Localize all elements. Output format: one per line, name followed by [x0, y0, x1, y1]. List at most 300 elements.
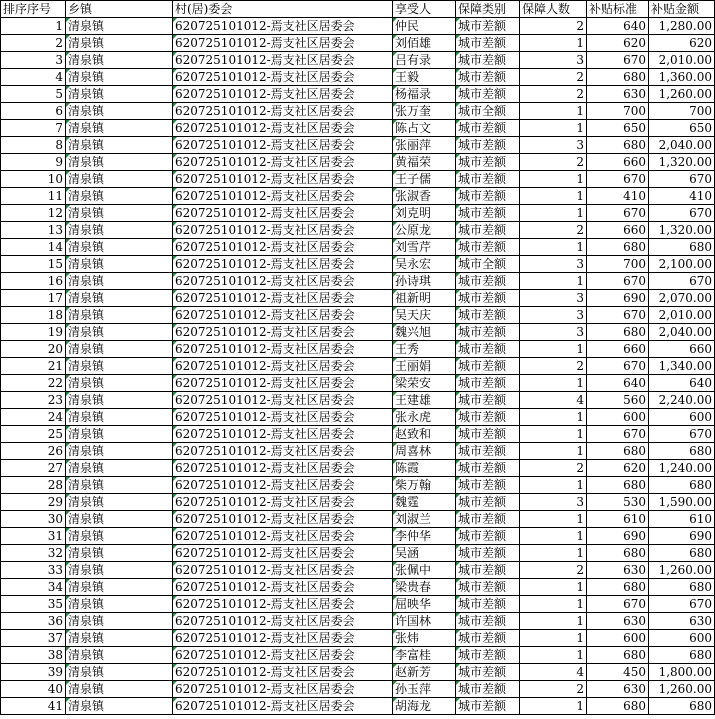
- cell-amount[interactable]: 640: [649, 375, 715, 392]
- cell-standard[interactable]: 680: [587, 137, 649, 154]
- cell-seq[interactable]: 7: [1, 120, 66, 137]
- cell-people[interactable]: 3: [520, 256, 587, 273]
- cell-standard[interactable]: 640: [587, 18, 649, 35]
- cell-town[interactable]: 清泉镇: [66, 630, 173, 647]
- cell-category[interactable]: 城市差额: [456, 205, 520, 222]
- cell-category[interactable]: 城市差额: [456, 426, 520, 443]
- cell-amount[interactable]: 1,320.00: [649, 222, 715, 239]
- cell-town[interactable]: 清泉镇: [66, 392, 173, 409]
- cell-seq[interactable]: 3: [1, 52, 66, 69]
- cell-category[interactable]: 城市差额: [456, 562, 520, 579]
- cell-people[interactable]: 3: [520, 494, 587, 511]
- cell-village[interactable]: 620725101012-焉支社区居委会: [173, 35, 393, 52]
- cell-seq[interactable]: 27: [1, 460, 66, 477]
- cell-people[interactable]: 2: [520, 460, 587, 477]
- cell-village[interactable]: 620725101012-焉支社区居委会: [173, 613, 393, 630]
- cell-people[interactable]: 3: [520, 52, 587, 69]
- cell-category[interactable]: 城市差额: [456, 545, 520, 562]
- cell-village[interactable]: 620725101012-焉支社区居委会: [173, 205, 393, 222]
- cell-village[interactable]: 620725101012-焉支社区居委会: [173, 477, 393, 494]
- cell-amount[interactable]: 1,260.00: [649, 681, 715, 698]
- cell-town[interactable]: 清泉镇: [66, 290, 173, 307]
- cell-seq[interactable]: 16: [1, 273, 66, 290]
- cell-people[interactable]: 1: [520, 409, 587, 426]
- cell-town[interactable]: 清泉镇: [66, 154, 173, 171]
- cell-people[interactable]: 2: [520, 358, 587, 375]
- cell-standard[interactable]: 670: [587, 52, 649, 69]
- cell-recipient[interactable]: 陈霞: [393, 460, 456, 477]
- cell-recipient[interactable]: 王秀: [393, 341, 456, 358]
- cell-people[interactable]: 3: [520, 290, 587, 307]
- cell-seq[interactable]: 33: [1, 562, 66, 579]
- cell-people[interactable]: 3: [520, 137, 587, 154]
- cell-town[interactable]: 清泉镇: [66, 596, 173, 613]
- cell-people[interactable]: 4: [520, 664, 587, 681]
- cell-amount[interactable]: 670: [649, 205, 715, 222]
- cell-standard[interactable]: 680: [587, 698, 649, 715]
- cell-standard[interactable]: 680: [587, 579, 649, 596]
- cell-seq[interactable]: 41: [1, 698, 66, 715]
- cell-recipient[interactable]: 赵致和: [393, 426, 456, 443]
- cell-people[interactable]: 1: [520, 171, 587, 188]
- cell-amount[interactable]: 2,010.00: [649, 52, 715, 69]
- cell-people[interactable]: 1: [520, 443, 587, 460]
- cell-recipient[interactable]: 陈占文: [393, 120, 456, 137]
- cell-category[interactable]: 城市差额: [456, 239, 520, 256]
- cell-category[interactable]: 城市差额: [456, 222, 520, 239]
- cell-amount[interactable]: 690: [649, 528, 715, 545]
- cell-standard[interactable]: 560: [587, 392, 649, 409]
- cell-village[interactable]: 620725101012-焉支社区居委会: [173, 137, 393, 154]
- cell-village[interactable]: 620725101012-焉支社区居委会: [173, 222, 393, 239]
- cell-seq[interactable]: 30: [1, 511, 66, 528]
- cell-people[interactable]: 2: [520, 222, 587, 239]
- cell-standard[interactable]: 620: [587, 35, 649, 52]
- cell-people[interactable]: 4: [520, 392, 587, 409]
- cell-town[interactable]: 清泉镇: [66, 409, 173, 426]
- cell-people[interactable]: 1: [520, 630, 587, 647]
- cell-recipient[interactable]: 仲民: [393, 18, 456, 35]
- cell-amount[interactable]: 680: [649, 579, 715, 596]
- cell-town[interactable]: 清泉镇: [66, 324, 173, 341]
- cell-seq[interactable]: 34: [1, 579, 66, 596]
- cell-seq[interactable]: 29: [1, 494, 66, 511]
- cell-village[interactable]: 620725101012-焉支社区居委会: [173, 562, 393, 579]
- cell-amount[interactable]: 680: [649, 647, 715, 664]
- cell-category[interactable]: 城市差额: [456, 528, 520, 545]
- cell-town[interactable]: 清泉镇: [66, 460, 173, 477]
- cell-village[interactable]: 620725101012-焉支社区居委会: [173, 681, 393, 698]
- cell-category[interactable]: 城市差额: [456, 154, 520, 171]
- cell-category[interactable]: 城市差额: [456, 273, 520, 290]
- cell-seq[interactable]: 25: [1, 426, 66, 443]
- cell-amount[interactable]: 670: [649, 171, 715, 188]
- cell-category[interactable]: 城市差额: [456, 596, 520, 613]
- cell-standard[interactable]: 680: [587, 647, 649, 664]
- cell-town[interactable]: 清泉镇: [66, 52, 173, 69]
- cell-category[interactable]: 城市差额: [456, 664, 520, 681]
- cell-category[interactable]: 城市差额: [456, 375, 520, 392]
- cell-recipient[interactable]: 魏兴旭: [393, 324, 456, 341]
- cell-seq[interactable]: 38: [1, 647, 66, 664]
- cell-recipient[interactable]: 张淑香: [393, 188, 456, 205]
- cell-category[interactable]: 城市差额: [456, 460, 520, 477]
- cell-village[interactable]: 620725101012-焉支社区居委会: [173, 528, 393, 545]
- cell-people[interactable]: 1: [520, 426, 587, 443]
- cell-seq[interactable]: 2: [1, 35, 66, 52]
- cell-town[interactable]: 清泉镇: [66, 477, 173, 494]
- cell-category[interactable]: 城市差额: [456, 324, 520, 341]
- cell-village[interactable]: 620725101012-焉支社区居委会: [173, 375, 393, 392]
- cell-amount[interactable]: 660: [649, 341, 715, 358]
- cell-town[interactable]: 清泉镇: [66, 273, 173, 290]
- cell-amount[interactable]: 670: [649, 596, 715, 613]
- cell-standard[interactable]: 640: [587, 375, 649, 392]
- cell-seq[interactable]: 39: [1, 664, 66, 681]
- cell-town[interactable]: 清泉镇: [66, 341, 173, 358]
- cell-standard[interactable]: 630: [587, 86, 649, 103]
- cell-standard[interactable]: 680: [587, 69, 649, 86]
- cell-amount[interactable]: 2,010.00: [649, 307, 715, 324]
- cell-town[interactable]: 清泉镇: [66, 613, 173, 630]
- cell-town[interactable]: 清泉镇: [66, 426, 173, 443]
- cell-town[interactable]: 清泉镇: [66, 698, 173, 715]
- cell-town[interactable]: 清泉镇: [66, 579, 173, 596]
- cell-village[interactable]: 620725101012-焉支社区居委会: [173, 341, 393, 358]
- cell-town[interactable]: 清泉镇: [66, 443, 173, 460]
- cell-village[interactable]: 620725101012-焉支社区居委会: [173, 596, 393, 613]
- cell-recipient[interactable]: 刘雪芹: [393, 239, 456, 256]
- cell-category[interactable]: 城市差额: [456, 477, 520, 494]
- cell-amount[interactable]: 2,070.00: [649, 290, 715, 307]
- cell-town[interactable]: 清泉镇: [66, 239, 173, 256]
- cell-people[interactable]: 3: [520, 307, 587, 324]
- cell-seq[interactable]: 8: [1, 137, 66, 154]
- cell-category[interactable]: 城市差额: [456, 613, 520, 630]
- cell-village[interactable]: 620725101012-焉支社区居委会: [173, 494, 393, 511]
- cell-standard[interactable]: 670: [587, 273, 649, 290]
- cell-standard[interactable]: 680: [587, 545, 649, 562]
- cell-recipient[interactable]: 李富桂: [393, 647, 456, 664]
- cell-standard[interactable]: 600: [587, 409, 649, 426]
- cell-seq[interactable]: 36: [1, 613, 66, 630]
- cell-town[interactable]: 清泉镇: [66, 35, 173, 52]
- cell-village[interactable]: 620725101012-焉支社区居委会: [173, 171, 393, 188]
- cell-recipient[interactable]: 吴永宏: [393, 256, 456, 273]
- cell-recipient[interactable]: 张永虎: [393, 409, 456, 426]
- cell-recipient[interactable]: 刘克明: [393, 205, 456, 222]
- cell-seq[interactable]: 1: [1, 18, 66, 35]
- cell-amount[interactable]: 1,320.00: [649, 154, 715, 171]
- cell-standard[interactable]: 660: [587, 341, 649, 358]
- cell-people[interactable]: 1: [520, 120, 587, 137]
- cell-village[interactable]: 620725101012-焉支社区居委会: [173, 290, 393, 307]
- cell-village[interactable]: 620725101012-焉支社区居委会: [173, 664, 393, 681]
- cell-town[interactable]: 清泉镇: [66, 562, 173, 579]
- cell-seq[interactable]: 23: [1, 392, 66, 409]
- cell-seq[interactable]: 24: [1, 409, 66, 426]
- cell-people[interactable]: 1: [520, 273, 587, 290]
- cell-category[interactable]: 城市全额: [456, 103, 520, 120]
- cell-recipient[interactable]: 赵新芳: [393, 664, 456, 681]
- cell-seq[interactable]: 14: [1, 239, 66, 256]
- cell-seq[interactable]: 40: [1, 681, 66, 698]
- cell-standard[interactable]: 630: [587, 681, 649, 698]
- cell-village[interactable]: 620725101012-焉支社区居委会: [173, 698, 393, 715]
- cell-category[interactable]: 城市差额: [456, 171, 520, 188]
- cell-amount[interactable]: 650: [649, 120, 715, 137]
- cell-people[interactable]: 1: [520, 528, 587, 545]
- cell-category[interactable]: 城市差额: [456, 120, 520, 137]
- header-cell-people[interactable]: 保障人数: [520, 1, 587, 18]
- cell-category[interactable]: 城市差额: [456, 52, 520, 69]
- cell-standard[interactable]: 660: [587, 154, 649, 171]
- cell-town[interactable]: 清泉镇: [66, 664, 173, 681]
- cell-people[interactable]: 3: [520, 324, 587, 341]
- cell-standard[interactable]: 700: [587, 256, 649, 273]
- cell-town[interactable]: 清泉镇: [66, 375, 173, 392]
- cell-recipient[interactable]: 张佩中: [393, 562, 456, 579]
- cell-village[interactable]: 620725101012-焉支社区居委会: [173, 256, 393, 273]
- cell-amount[interactable]: 680: [649, 698, 715, 715]
- cell-standard[interactable]: 630: [587, 562, 649, 579]
- cell-standard[interactable]: 620: [587, 460, 649, 477]
- cell-recipient[interactable]: 梁贵春: [393, 579, 456, 596]
- cell-recipient[interactable]: 周喜林: [393, 443, 456, 460]
- cell-recipient[interactable]: 屈映华: [393, 596, 456, 613]
- cell-village[interactable]: 620725101012-焉支社区居委会: [173, 52, 393, 69]
- cell-standard[interactable]: 680: [587, 239, 649, 256]
- cell-amount[interactable]: 620: [649, 35, 715, 52]
- cell-standard[interactable]: 660: [587, 222, 649, 239]
- cell-amount[interactable]: 630: [649, 613, 715, 630]
- cell-standard[interactable]: 670: [587, 307, 649, 324]
- cell-category[interactable]: 城市差额: [456, 698, 520, 715]
- cell-village[interactable]: 620725101012-焉支社区居委会: [173, 511, 393, 528]
- cell-seq[interactable]: 13: [1, 222, 66, 239]
- cell-seq[interactable]: 32: [1, 545, 66, 562]
- cell-village[interactable]: 620725101012-焉支社区居委会: [173, 86, 393, 103]
- cell-people[interactable]: 1: [520, 103, 587, 120]
- header-cell-village[interactable]: 村(居)委会: [173, 1, 393, 18]
- cell-recipient[interactable]: 吕有录: [393, 52, 456, 69]
- cell-village[interactable]: 620725101012-焉支社区居委会: [173, 426, 393, 443]
- cell-category[interactable]: 城市差额: [456, 511, 520, 528]
- header-cell-amount[interactable]: 补贴金额: [649, 1, 715, 18]
- cell-recipient[interactable]: 孙诗琪: [393, 273, 456, 290]
- cell-amount[interactable]: 680: [649, 477, 715, 494]
- cell-category[interactable]: 城市差额: [456, 681, 520, 698]
- header-cell-town[interactable]: 乡镇: [66, 1, 173, 18]
- cell-standard[interactable]: 680: [587, 324, 649, 341]
- cell-category[interactable]: 城市差额: [456, 137, 520, 154]
- cell-village[interactable]: 620725101012-焉支社区居委会: [173, 307, 393, 324]
- cell-recipient[interactable]: 孙玉萍: [393, 681, 456, 698]
- cell-category[interactable]: 城市差额: [456, 18, 520, 35]
- cell-town[interactable]: 清泉镇: [66, 69, 173, 86]
- cell-standard[interactable]: 700: [587, 103, 649, 120]
- cell-village[interactable]: 620725101012-焉支社区居委会: [173, 630, 393, 647]
- cell-recipient[interactable]: 刘佰雄: [393, 35, 456, 52]
- cell-people[interactable]: 2: [520, 86, 587, 103]
- cell-standard[interactable]: 610: [587, 511, 649, 528]
- cell-standard[interactable]: 680: [587, 477, 649, 494]
- cell-standard[interactable]: 530: [587, 494, 649, 511]
- cell-seq[interactable]: 28: [1, 477, 66, 494]
- cell-amount[interactable]: 2,040.00: [649, 324, 715, 341]
- cell-recipient[interactable]: 柴万翰: [393, 477, 456, 494]
- cell-category[interactable]: 城市差额: [456, 579, 520, 596]
- cell-standard[interactable]: 670: [587, 171, 649, 188]
- cell-amount[interactable]: 670: [649, 426, 715, 443]
- cell-village[interactable]: 620725101012-焉支社区居委会: [173, 324, 393, 341]
- cell-category[interactable]: 城市差额: [456, 35, 520, 52]
- cell-amount[interactable]: 1,280.00: [649, 18, 715, 35]
- cell-seq[interactable]: 21: [1, 358, 66, 375]
- cell-village[interactable]: 620725101012-焉支社区居委会: [173, 18, 393, 35]
- cell-people[interactable]: 1: [520, 375, 587, 392]
- cell-recipient[interactable]: 魏霆: [393, 494, 456, 511]
- cell-village[interactable]: 620725101012-焉支社区居委会: [173, 154, 393, 171]
- cell-amount[interactable]: 410: [649, 188, 715, 205]
- cell-people[interactable]: 1: [520, 188, 587, 205]
- cell-town[interactable]: 清泉镇: [66, 681, 173, 698]
- cell-category[interactable]: 城市差额: [456, 494, 520, 511]
- cell-recipient[interactable]: 王建雄: [393, 392, 456, 409]
- cell-recipient[interactable]: 公原龙: [393, 222, 456, 239]
- cell-standard[interactable]: 690: [587, 528, 649, 545]
- cell-amount[interactable]: 670: [649, 273, 715, 290]
- cell-category[interactable]: 城市差额: [456, 443, 520, 460]
- cell-category[interactable]: 城市差额: [456, 307, 520, 324]
- cell-town[interactable]: 清泉镇: [66, 307, 173, 324]
- cell-town[interactable]: 清泉镇: [66, 528, 173, 545]
- cell-seq[interactable]: 26: [1, 443, 66, 460]
- cell-people[interactable]: 2: [520, 69, 587, 86]
- cell-recipient[interactable]: 许国林: [393, 613, 456, 630]
- cell-seq[interactable]: 20: [1, 341, 66, 358]
- cell-town[interactable]: 清泉镇: [66, 205, 173, 222]
- cell-people[interactable]: 1: [520, 477, 587, 494]
- cell-people[interactable]: 2: [520, 562, 587, 579]
- cell-village[interactable]: 620725101012-焉支社区居委会: [173, 392, 393, 409]
- cell-town[interactable]: 清泉镇: [66, 256, 173, 273]
- header-cell-standard[interactable]: 补贴标准: [587, 1, 649, 18]
- cell-standard[interactable]: 600: [587, 630, 649, 647]
- cell-standard[interactable]: 680: [587, 443, 649, 460]
- cell-recipient[interactable]: 王子儒: [393, 171, 456, 188]
- cell-seq[interactable]: 35: [1, 596, 66, 613]
- cell-village[interactable]: 620725101012-焉支社区居委会: [173, 460, 393, 477]
- cell-amount[interactable]: 610: [649, 511, 715, 528]
- cell-seq[interactable]: 5: [1, 86, 66, 103]
- cell-town[interactable]: 清泉镇: [66, 647, 173, 664]
- cell-people[interactable]: 1: [520, 647, 587, 664]
- cell-amount[interactable]: 1,590.00: [649, 494, 715, 511]
- cell-seq[interactable]: 17: [1, 290, 66, 307]
- cell-seq[interactable]: 6: [1, 103, 66, 120]
- cell-recipient[interactable]: 张炜: [393, 630, 456, 647]
- cell-people[interactable]: 1: [520, 511, 587, 528]
- cell-standard[interactable]: 450: [587, 664, 649, 681]
- cell-seq[interactable]: 9: [1, 154, 66, 171]
- cell-standard[interactable]: 670: [587, 596, 649, 613]
- cell-people[interactable]: 2: [520, 18, 587, 35]
- cell-standard[interactable]: 670: [587, 426, 649, 443]
- cell-people[interactable]: 1: [520, 205, 587, 222]
- cell-village[interactable]: 620725101012-焉支社区居委会: [173, 120, 393, 137]
- cell-village[interactable]: 620725101012-焉支社区居委会: [173, 188, 393, 205]
- cell-town[interactable]: 清泉镇: [66, 103, 173, 120]
- cell-category[interactable]: 城市差额: [456, 630, 520, 647]
- cell-category[interactable]: 城市差额: [456, 86, 520, 103]
- cell-amount[interactable]: 1,240.00: [649, 460, 715, 477]
- cell-village[interactable]: 620725101012-焉支社区居委会: [173, 239, 393, 256]
- cell-town[interactable]: 清泉镇: [66, 188, 173, 205]
- cell-amount[interactable]: 2,100.00: [649, 256, 715, 273]
- cell-village[interactable]: 620725101012-焉支社区居委会: [173, 545, 393, 562]
- cell-town[interactable]: 清泉镇: [66, 358, 173, 375]
- cell-people[interactable]: 1: [520, 596, 587, 613]
- cell-village[interactable]: 620725101012-焉支社区居委会: [173, 443, 393, 460]
- cell-people[interactable]: 1: [520, 545, 587, 562]
- cell-recipient[interactable]: 杨福录: [393, 86, 456, 103]
- cell-amount[interactable]: 600: [649, 409, 715, 426]
- cell-town[interactable]: 清泉镇: [66, 545, 173, 562]
- cell-village[interactable]: 620725101012-焉支社区居委会: [173, 647, 393, 664]
- cell-amount[interactable]: 680: [649, 545, 715, 562]
- cell-people[interactable]: 1: [520, 613, 587, 630]
- cell-standard[interactable]: 410: [587, 188, 649, 205]
- cell-category[interactable]: 城市差额: [456, 409, 520, 426]
- cell-people[interactable]: 1: [520, 579, 587, 596]
- cell-recipient[interactable]: 王丽娟: [393, 358, 456, 375]
- cell-recipient[interactable]: 胡海龙: [393, 698, 456, 715]
- cell-people[interactable]: 1: [520, 35, 587, 52]
- cell-standard[interactable]: 690: [587, 290, 649, 307]
- cell-category[interactable]: 城市差额: [456, 358, 520, 375]
- cell-village[interactable]: 620725101012-焉支社区居委会: [173, 409, 393, 426]
- cell-seq[interactable]: 18: [1, 307, 66, 324]
- cell-people[interactable]: 2: [520, 154, 587, 171]
- cell-recipient[interactable]: 祖新明: [393, 290, 456, 307]
- cell-seq[interactable]: 4: [1, 69, 66, 86]
- cell-people[interactable]: 1: [520, 239, 587, 256]
- cell-seq[interactable]: 37: [1, 630, 66, 647]
- cell-category[interactable]: 城市差额: [456, 188, 520, 205]
- cell-seq[interactable]: 12: [1, 205, 66, 222]
- cell-standard[interactable]: 670: [587, 358, 649, 375]
- cell-category[interactable]: 城市差额: [456, 69, 520, 86]
- cell-category[interactable]: 城市差额: [456, 647, 520, 664]
- cell-recipient[interactable]: 吴天庆: [393, 307, 456, 324]
- cell-amount[interactable]: 680: [649, 239, 715, 256]
- cell-village[interactable]: 620725101012-焉支社区居委会: [173, 69, 393, 86]
- cell-amount[interactable]: 2,040.00: [649, 137, 715, 154]
- cell-category[interactable]: 城市全额: [456, 256, 520, 273]
- cell-town[interactable]: 清泉镇: [66, 171, 173, 188]
- cell-seq[interactable]: 11: [1, 188, 66, 205]
- cell-category[interactable]: 城市差额: [456, 392, 520, 409]
- cell-town[interactable]: 清泉镇: [66, 18, 173, 35]
- cell-amount[interactable]: 2,240.00: [649, 392, 715, 409]
- cell-seq[interactable]: 19: [1, 324, 66, 341]
- cell-seq[interactable]: 10: [1, 171, 66, 188]
- cell-town[interactable]: 清泉镇: [66, 120, 173, 137]
- cell-people[interactable]: 1: [520, 341, 587, 358]
- cell-standard[interactable]: 650: [587, 120, 649, 137]
- header-cell-recipient[interactable]: 享受人: [393, 1, 456, 18]
